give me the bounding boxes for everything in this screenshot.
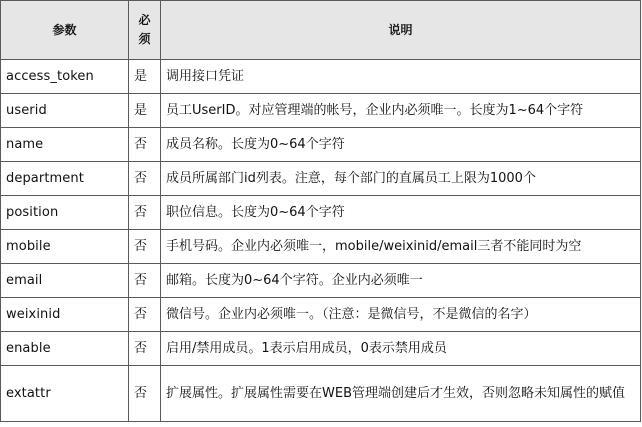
table-row bbox=[1, 366, 641, 422]
header-required bbox=[129, 1, 161, 60]
table-row bbox=[1, 332, 641, 366]
param-required-cell: 否 bbox=[129, 332, 161, 366]
param-required-cell: 否 bbox=[129, 128, 161, 162]
table-row bbox=[1, 230, 641, 264]
param-description-cell: 成员名称。长度为0~64个字符 bbox=[161, 128, 641, 162]
param-name-cell: userid bbox=[1, 94, 129, 128]
param-description-cell: 员工UserID。对应管理端的帐号，企业内必须唯一。长度为1~64个字符 bbox=[161, 94, 641, 128]
param-required-cell: 否 bbox=[129, 162, 161, 196]
param-description-cell: 成员所属部门id列表。注意，每个部门的直属员工上限为1000个 bbox=[161, 162, 641, 196]
table-row bbox=[1, 60, 641, 94]
header-param: 参数 bbox=[1, 1, 129, 60]
table-header-row bbox=[1, 1, 641, 60]
param-description-cell: 手机号码。企业内必须唯一，mobile/weixinid/email三者不能同时为空 bbox=[161, 230, 641, 264]
param-name-cell: department bbox=[1, 162, 129, 196]
param-name-cell: access_token bbox=[1, 60, 129, 94]
table-row bbox=[1, 298, 641, 332]
param-description-cell: 调用接口凭证 bbox=[161, 60, 641, 94]
param-name-cell: mobile bbox=[1, 230, 129, 264]
header-description: 说明 bbox=[161, 1, 641, 60]
param-description-cell: 启用/禁用成员。1表示启用成员，0表示禁用成员 bbox=[161, 332, 641, 366]
param-required-cell: 否 bbox=[129, 196, 161, 230]
table-row bbox=[1, 162, 641, 196]
param-name-cell: enable bbox=[1, 332, 129, 366]
param-required-cell: 否 bbox=[129, 298, 161, 332]
param-description-cell: 职位信息。长度为0~64个字符 bbox=[161, 196, 641, 230]
param-required-cell: 是 bbox=[129, 94, 161, 128]
param-description-cell: 邮箱。长度为0~64个字符。企业内必须唯一 bbox=[161, 264, 641, 298]
table-row bbox=[1, 128, 641, 162]
param-name-cell: position bbox=[1, 196, 129, 230]
param-required-cell: 否 bbox=[129, 366, 161, 422]
param-name-cell: email bbox=[1, 264, 129, 298]
param-required-cell: 否 bbox=[129, 264, 161, 298]
table-row bbox=[1, 196, 641, 230]
param-required-cell: 是 bbox=[129, 60, 161, 94]
param-name-cell: weixinid bbox=[1, 298, 129, 332]
table-row bbox=[1, 264, 641, 298]
param-description-cell: 微信号。企业内必须唯一。（注意：是微信号，不是微信的名字） bbox=[161, 298, 641, 332]
param-required-cell: 否 bbox=[129, 230, 161, 264]
table-row bbox=[1, 94, 641, 128]
param-name-cell: name bbox=[1, 128, 129, 162]
header-required-line1: 必 bbox=[138, 13, 151, 27]
param-name-cell: extattr bbox=[1, 366, 129, 422]
param-description-cell: 扩展属性。扩展属性需要在WEB管理端创建后才生效，否则忽略未知属性的赋值 bbox=[161, 366, 641, 422]
header-required-line2: 须 bbox=[138, 32, 151, 46]
